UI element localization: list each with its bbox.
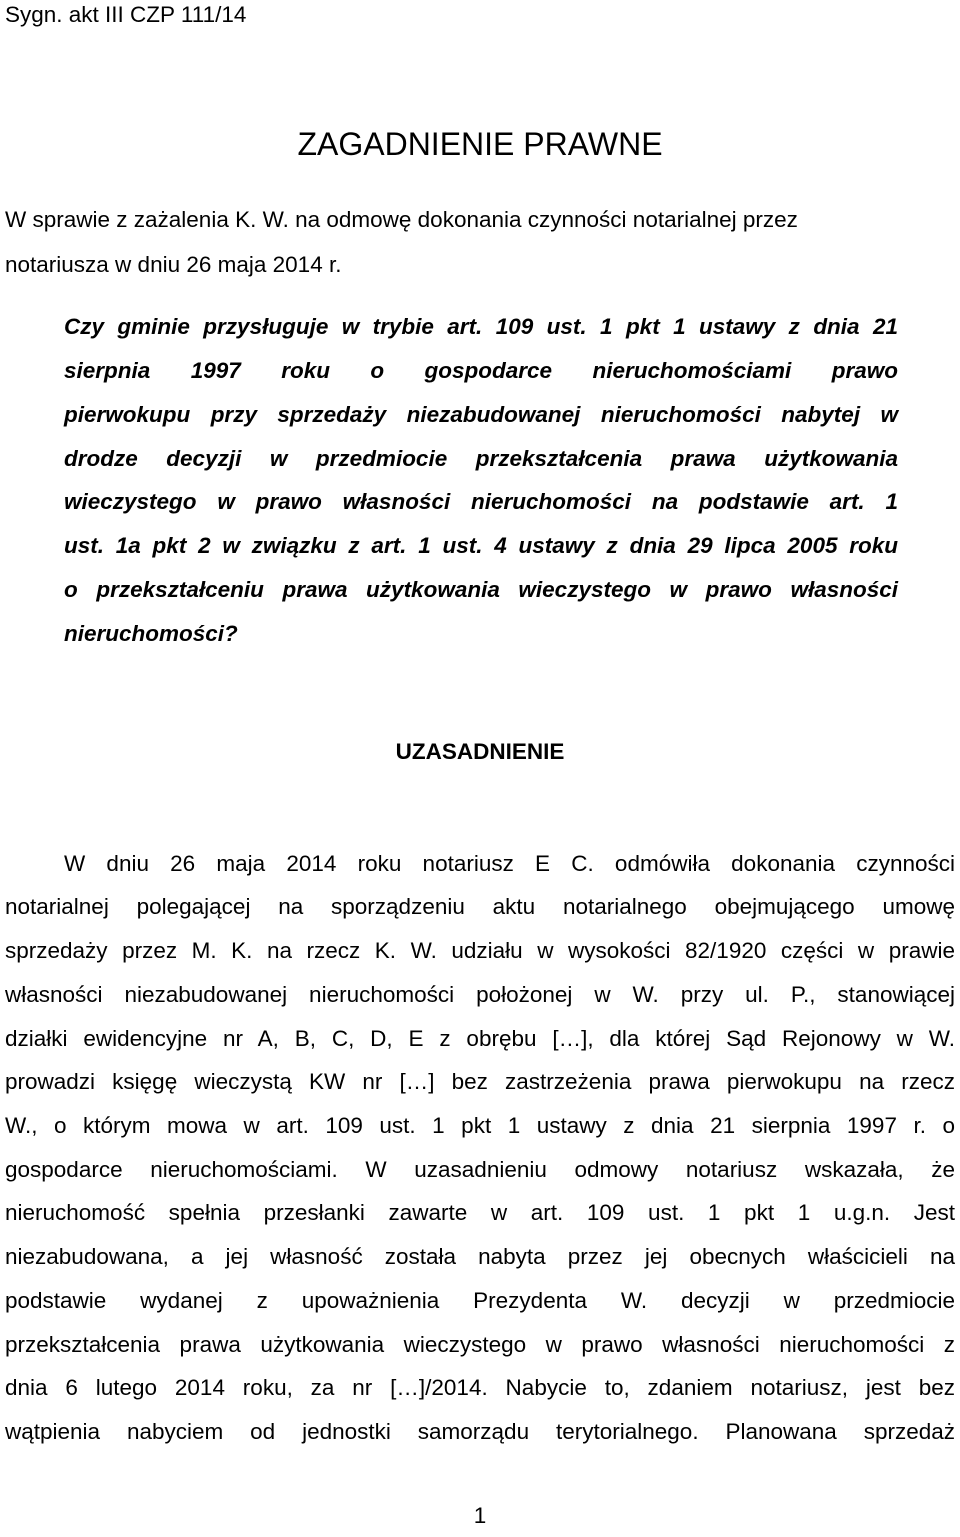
body-line: działki ewidencyjne nr A, B, C, D, E z obrębu […], dla której Sąd Rejonowy w W. — [5, 1026, 955, 1051]
question-line: ust. 1a pkt 2 w związku z art. 1 ust. 4 ustawy z dnia 29 lipca 2005 roku — [64, 533, 898, 558]
question-line: wieczystego w prawo własności nieruchomości na podstawie art. 1 — [64, 489, 898, 514]
question-line: o przekształceniu prawa użytkowania wieczystego w prawo własności — [64, 577, 898, 602]
body-line: notarialnej polegającej na sporządzeniu aktu notarialnego obejmującego umowę — [5, 894, 955, 919]
body-line: dnia 6 lutego 2014 roku, za nr […]/2014. Nabycie to, zdaniem notariusz, jest bez — [5, 1375, 955, 1400]
body-line: W., o którym mowa w art. 109 ust. 1 pkt 1 ustawy z dnia 21 sierpnia 1997 r. o — [5, 1113, 955, 1138]
body-line: nieruchomość spełnia przesłanki zawarte w art. 109 ust. 1 pkt 1 u.g.n. Jest — [5, 1200, 955, 1225]
question-line: nieruchomości? — [64, 621, 238, 646]
body-line: własności niezabudowanej nieruchomości położonej w W. przy ul. P., stanowiącej — [5, 982, 955, 1007]
body-line: podstawie wydanej z upoważnienia Prezydenta W. decyzji w przedmiocie — [5, 1288, 955, 1313]
intro-line-2: notariusza w dniu 26 maja 2014 r. — [5, 252, 342, 277]
question-line: pierwokupu przy sprzedaży niezabudowanej nieruchomości nabytej w — [64, 402, 898, 427]
page-number: 1 — [473, 1503, 487, 1528]
body-line: W dniu 26 maja 2014 roku notariusz E C. odmówiła dokonania czynności — [64, 851, 955, 876]
body-line: niezabudowana, a jej własność została nabyta przez jej obecnych właścicieli na — [5, 1244, 955, 1269]
question-line: drodze decyzji w przedmiocie przekształcenia prawa użytkowania — [64, 446, 898, 471]
question-line: sierpnia 1997 roku o gospodarce nieruchomościami prawo — [64, 358, 898, 383]
body-line: sprzedaży przez M. K. na rzecz K. W. udziału w wysokości 82/1920 części w prawie — [5, 938, 955, 963]
body-line: prowadzi księgę wieczystą KW nr […] bez zastrzeżenia prawa pierwokupu na rzecz — [5, 1069, 955, 1094]
intro-line-1: W sprawie z zażalenia K. W. na odmowę dokonania czynności notarialnej przez — [5, 207, 798, 232]
body-line: przekształcenia prawa użytkowania wieczystego w prawo własności nieruchomości z — [5, 1332, 955, 1357]
case-number: Sygn. akt III CZP 111/14 — [5, 2, 247, 27]
page-title: ZAGADNIENIE PRAWNE — [297, 126, 663, 162]
section-title: UZASADNIENIE — [395, 739, 565, 764]
body-line: gospodarce nieruchomościami. W uzasadnieniu odmowy notariusz wskazała, że — [5, 1157, 955, 1182]
question-line: Czy gminie przysługuje w trybie art. 109 ust. 1 pkt 1 ustawy z dnia 21 — [64, 314, 898, 339]
body-line: wątpienia nabyciem od jednostki samorządu terytorialnego. Planowana sprzedaż — [5, 1419, 955, 1444]
